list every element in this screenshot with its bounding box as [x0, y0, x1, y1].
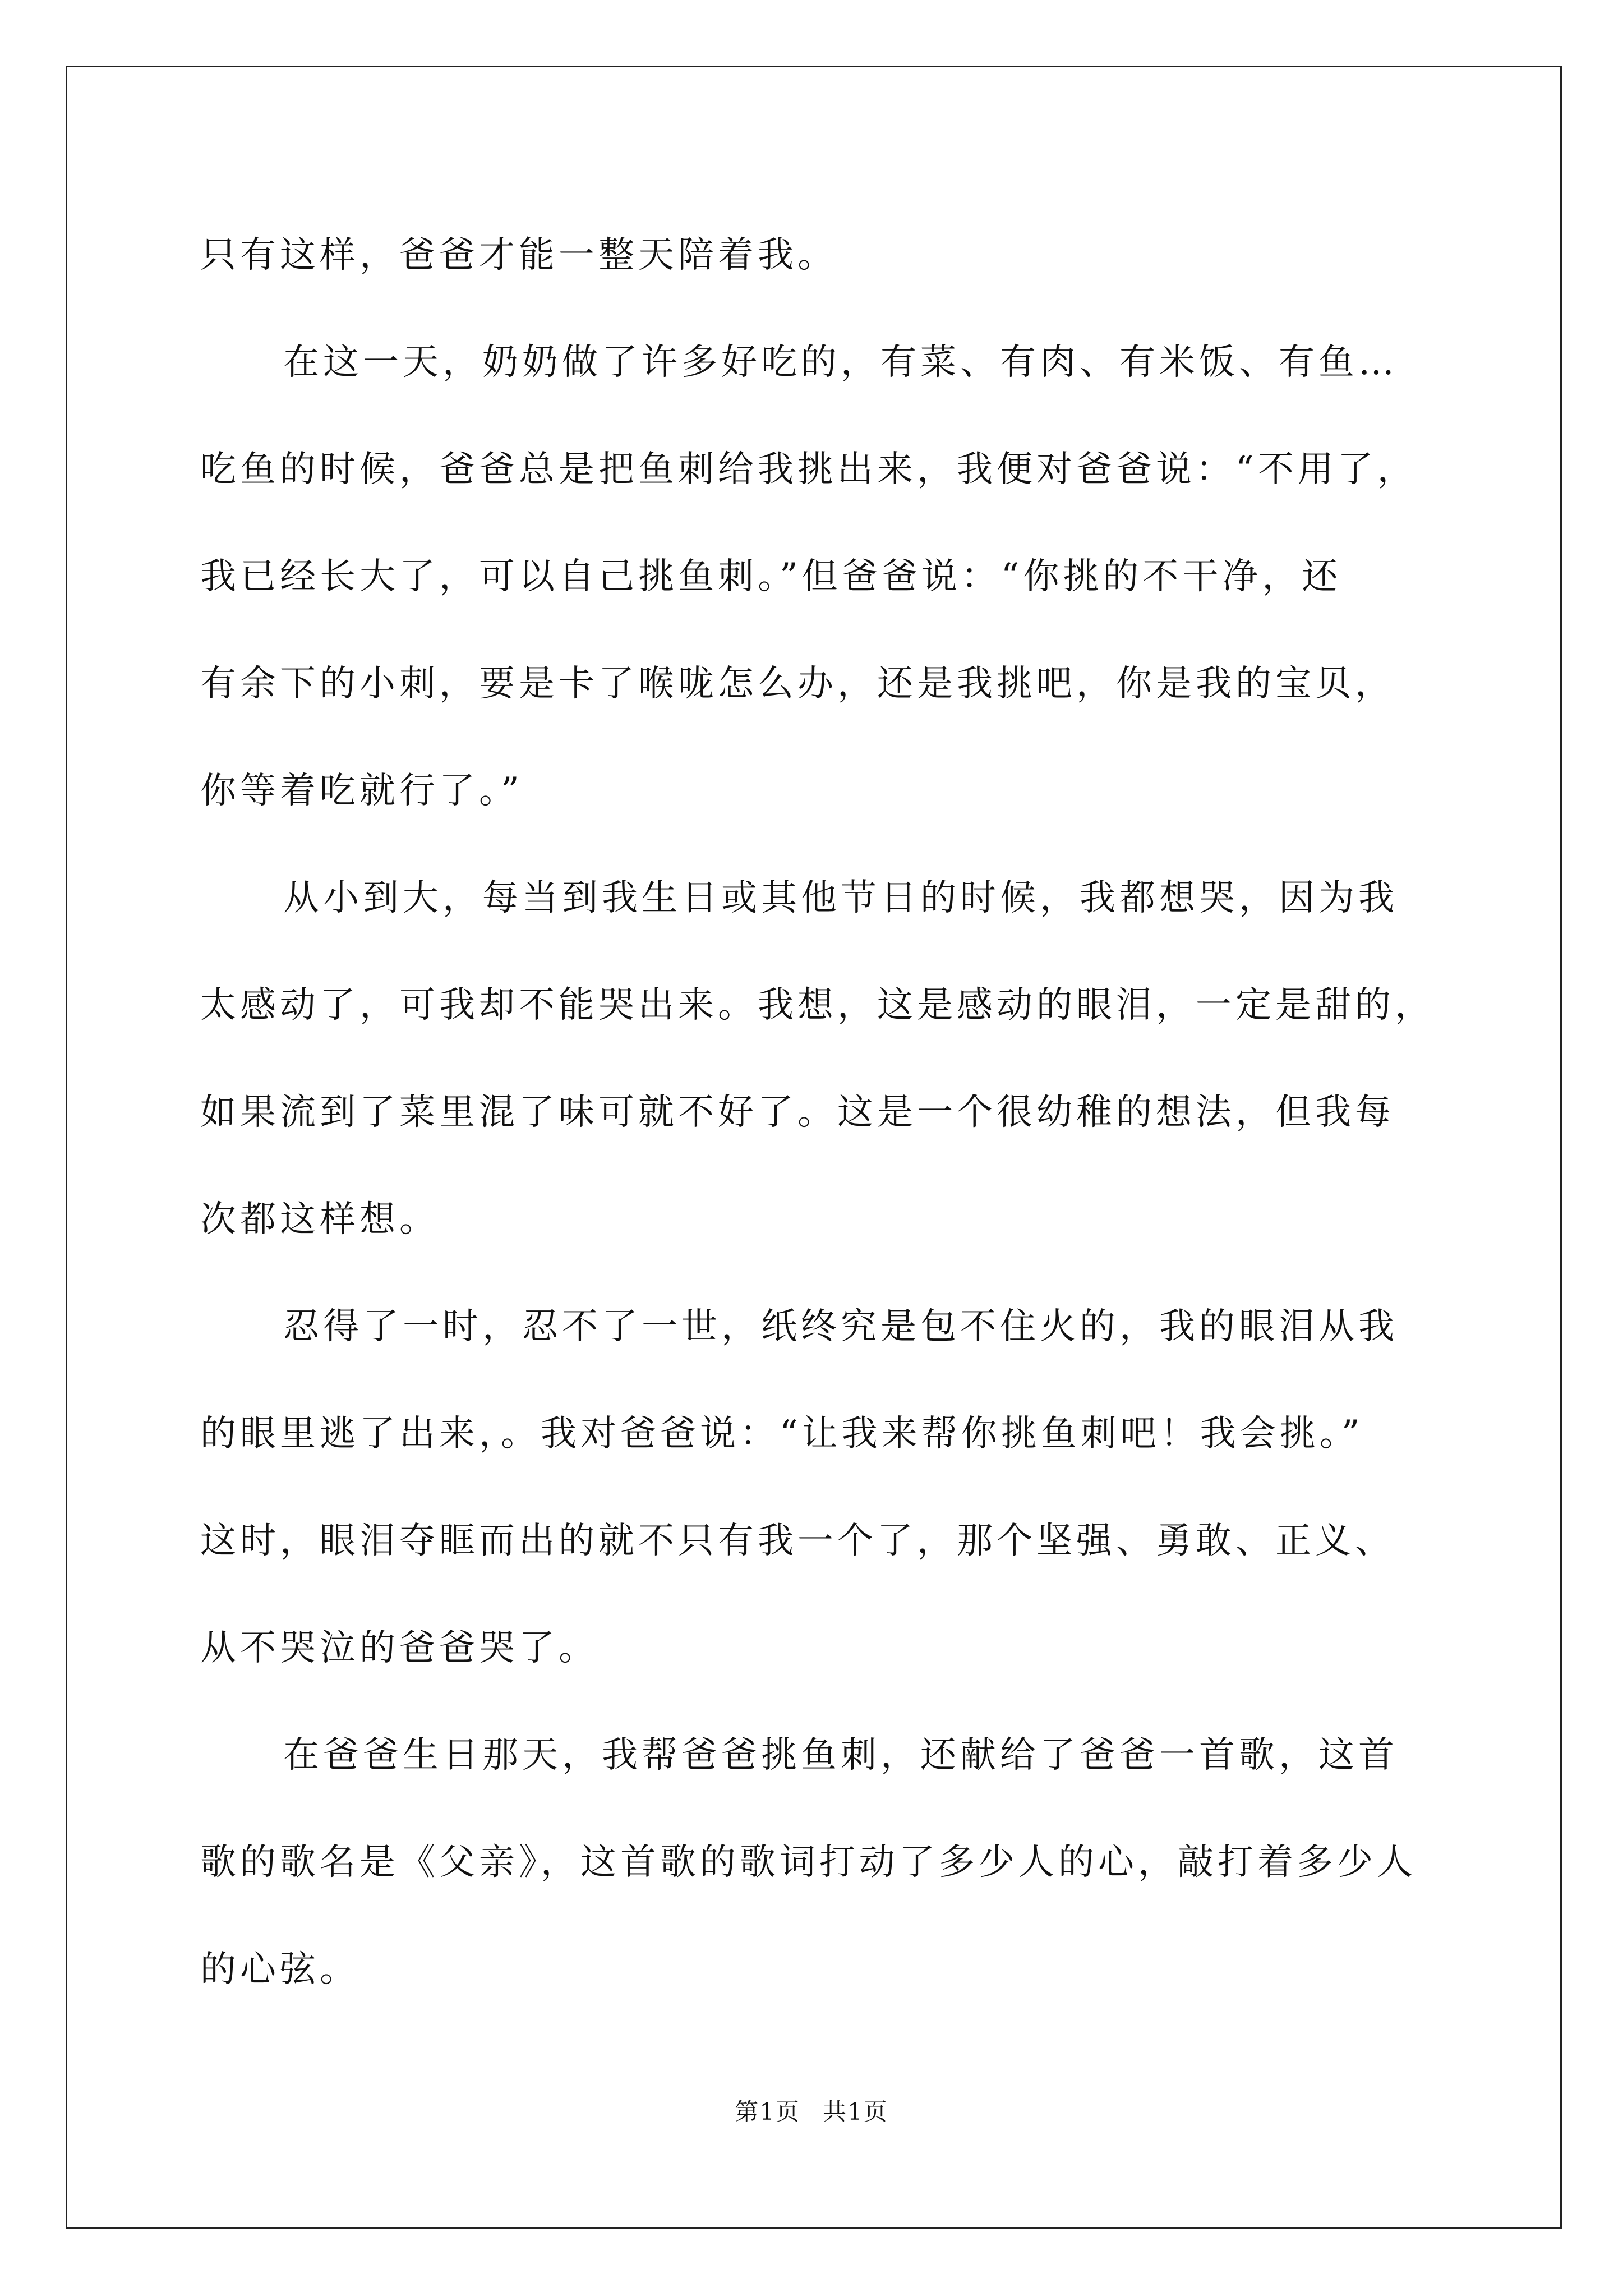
text-line: 如果流到了菜里混了味可就不好了。这是一个很幼稚的想法，但我每: [200, 1092, 1395, 1133]
text-line: 从不哭泣的爸爸哭了。: [200, 1627, 598, 1669]
text-line: 从小到大，每当到我生日或其他节日的时候，我都想哭，因为我: [283, 877, 1398, 919]
text-line: 在这一天，奶奶做了许多好吃的，有菜、有肉、有米饭、有鱼…: [283, 342, 1398, 383]
text-line: 忍得了一时，忍不了一世，纸终究是包不住火的，我的眼泪从我: [283, 1306, 1398, 1347]
text-line: 有余下的小刺，要是卡了喉咙怎么办，还是我挑吧，你是我的宝贝，: [200, 663, 1395, 705]
text-line: 吃鱼的时候，爸爸总是把鱼刺给我挑出来，我便对爸爸说：“不用了，: [200, 449, 1417, 490]
text-line: 的心弦。: [200, 1949, 359, 1990]
text-line: 我已经长大了，可以自己挑鱼刺。”但爸爸说：“你挑的不干净，还: [200, 556, 1342, 597]
text-line: 太感动了，可我却不能哭出来。我想，这是感动的眼泪，一定是甜的，: [200, 984, 1435, 1026]
text-line: 你等着吃就行了。”: [200, 770, 523, 812]
text-line: 的眼里逃了出来，。我对爸爸说：“让我来帮你挑鱼刺吧！我会挑。”: [200, 1413, 1364, 1455]
text-line: 次都这样想。: [200, 1199, 439, 1240]
text-line: 只有这样，爸爸才能一整天陪着我。: [200, 234, 837, 276]
document-body: [200, 202, 1434, 2023]
page-number-current: 第1页: [735, 2098, 800, 2125]
page-number-total: 共1页: [823, 2098, 888, 2125]
text-line: 歌的歌名是《父亲》，这首歌的歌词打动了多少人的心，敲打着多少人: [200, 1842, 1417, 1883]
text-line: 这时，眼泪夺眶而出的就不只有我一个了，那个坚强、勇敢、正义、: [200, 1520, 1395, 1562]
text-line: 在爸爸生日那天，我帮爸爸挑鱼刺，还献给了爸爸一首歌，这首: [283, 1734, 1398, 1776]
page-footer: [0, 2095, 1623, 2129]
